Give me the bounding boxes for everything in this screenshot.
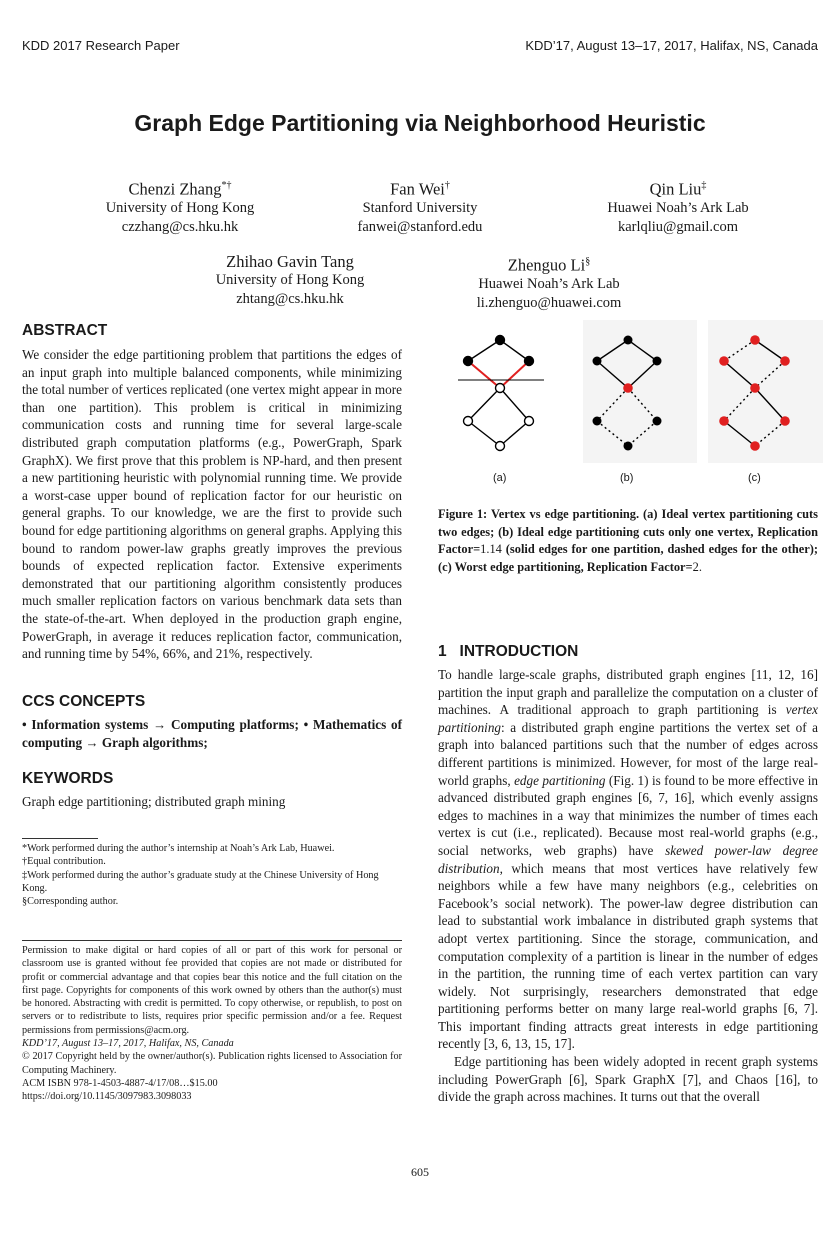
figure-caption [438, 506, 818, 576]
caption-part: (solid edges for one partition, dashed edges for the other); (c) Worst edge partitioning, Replication Factor= [438, 542, 818, 574]
author-name: Zhenguo Li [507, 255, 586, 275]
running-header-right: KDD’17, August 13–17, 2017, Halifax, NS, Canada [525, 38, 818, 53]
author-name: Qin Liu [649, 179, 702, 199]
footnote: §Corresponding author. [22, 896, 119, 908]
permission-text: Permission to make digital or hard copies of all or part of this work for personal or classroom use is granted without fee provided that copies are not made or distributed for profit or commercial advantage and that copies bear this notice and the full citation on the first page. Copyrights for components of this work owned by others than the author(s) must be honored. Abstracting with credit is permitted. To copy otherwise, or republish, to post on servers or to redistribute to lists, requires prior specific permission and/or a fee. Request permissions from permissions@acm.org. [22, 945, 402, 1036]
author-mark: † [444, 180, 450, 191]
emphasis: vertex partitioning [438, 702, 818, 735]
isbn-line: ACM ISBN 978-1-4503-4887-4/17/08…$15.00 [22, 1077, 218, 1089]
caption-end: . [698, 559, 702, 574]
abstract-heading: ABSTRACT [22, 322, 108, 339]
introduction-heading: 1 INTRODUCTION [438, 643, 579, 660]
text-run: (Fig. 1) is found to be more effective in advanced distributed graph engines [6, 7, 16], which evenly assigns edges to machines in a way that minimizes the number of times each vertex is cut (i.e., replicated). Because most real-world graphs (e.g., social networks, web graphs) have [438, 772, 818, 858]
introduction-body [438, 666, 818, 1106]
footnote: *Work performed during the author’s internship at Noah’s Ark Lab, Huawei. [22, 843, 335, 854]
permission-rule [22, 940, 402, 941]
author-block [170, 252, 410, 309]
running-header-left: KDD 2017 Research Paper [22, 38, 180, 53]
text-run: To handle large-scale graphs, distributed graph engines [11, 12, 16] partition the input graph and parallelize the computation on a cluster of machines. A traditional approach to graph partitioning is [438, 667, 818, 718]
author-block [300, 176, 540, 237]
emphasis: skewed power-law degree distribution [438, 842, 818, 876]
figure-label-b: (b) [620, 472, 634, 484]
author-email: zhtang@cs.hku.hk [236, 291, 344, 307]
permission-block [22, 944, 402, 1104]
caption-value: 2 [692, 559, 699, 574]
doi-line: https://doi.org/10.1145/3097983.3098033 [22, 1091, 192, 1103]
ccs-heading: CCS CONCEPTS [22, 693, 146, 710]
figure-1 [440, 318, 830, 468]
author-name: Zhihao Gavin Tang [226, 252, 354, 271]
figure-panel-b [583, 320, 697, 463]
author-email: li.zhenguo@huawei.com [476, 294, 622, 311]
author-affiliation: University of Hong Kong [105, 199, 255, 216]
author-affiliation: Huawei Noah’s Ark Lab [478, 275, 620, 292]
paper-title: Graph Edge Partitioning via Neighborhood Heuristic [134, 110, 706, 136]
text-run: , which means that most vertices have relatively few neighbors while a few have many neighbors (e.g., celebrities on Facebook’s social network). The power-law degree distribution can lead to substantial work imbalance in distributed graph systems that adopt vertex partitioning. Since the storage, communication, and computation complexity of a partition is linear in the number of edges in the partition, the running time of each vertex partition can vary widely. Not surprisingly, researchers demonstrated that edge partitioning performs better on many large real-world graphs [6, 7]. This important finding attracts great interests in edge partitioning recently [3, 6, 13, 15, 17]. [438, 860, 818, 1052]
page-number: 605 [411, 1165, 429, 1179]
footnote-rule [22, 838, 98, 839]
text-run: : a distributed graph engine partitions the vertex set of a graph into balanced partitions such that the number of edges across different partitions is minimized. However, for most of the large real-world graphs, [438, 719, 818, 788]
copyright-line: © 2017 Copyright held by the owner/author(s). Publication rights licensed to Association for Computing Machinery. [22, 1051, 402, 1076]
conference-line: KDD’17, August 13–17, 2017, Halifax, NS, Canada [22, 1038, 234, 1050]
author-email: czzhang@cs.hku.hk [121, 218, 239, 235]
footnote: ‡Work performed during the author’s graduate study at the Chinese University of Hong Kong. [22, 869, 379, 894]
figure-label-c: (c) [748, 472, 761, 484]
author-name: Chenzi Zhang [128, 179, 222, 199]
ccs-text: • Information systems → Computing platforms; • Mathematics of computing → Graph algorithms; [22, 717, 402, 750]
author-block [60, 176, 300, 237]
emphasis: edge partitioning [514, 772, 606, 788]
intro-paragraph: Edge partitioning has been widely adopted in recent graph systems including PowerGraph [6], Spark GraphX [7], and Chaos [16], to divide the graph across machines. It turns out that the overall [438, 1054, 818, 1105]
keywords-heading: KEYWORDS [22, 770, 114, 787]
figure-label-a: (a) [493, 472, 507, 484]
author-mark: *† [221, 180, 232, 191]
footnotes [22, 842, 402, 908]
caption-part: Figure 1: Vertex vs edge partitioning. (a) Ideal vertex partitioning cuts two edges; (b) Ideal edge partitioning cuts only one vertex, Replication Factor= [438, 507, 818, 557]
author-affiliation: Huawei Noah’s Ark Lab [607, 199, 749, 216]
caption-value: 1.14 [480, 542, 502, 557]
figure-panel-a [458, 336, 544, 451]
author-affiliation: Stanford University [362, 199, 478, 216]
author-block [429, 252, 669, 313]
author-email: karlqliu@gmail.com [617, 218, 739, 235]
author-mark: ‡ [701, 180, 707, 191]
author-mark: § [585, 256, 591, 267]
author-name: Fan Wei [390, 179, 445, 199]
footnote: †Equal contribution. [22, 856, 106, 868]
keywords-text: Graph edge partitioning; distributed graph mining [22, 794, 286, 809]
intro-paragraph [438, 666, 818, 1053]
author-block [558, 176, 798, 237]
author-email: fanwei@stanford.edu [357, 218, 483, 235]
figure-panel-c [708, 320, 823, 463]
author-affiliation: University of Hong Kong [215, 272, 365, 288]
abstract-text: We consider the edge partitioning problem that partitions the edges of an input graph into multiple balanced components, while minimizing the total number of vertices replicated (one vertex might appear in more than one partition). This problem is critical in minimizing communication costs and running time for several large-scale distributed graph computation platforms (e.g., PowerGraph, Spark GraphX). We first prove that this problem is NP-hard, and then present a new partitioning heuristic with polynomial running time. We provide a worst-case upper bound of replication factor for our heuristic on general graphs. To our knowledge, we are the first to provide such bound for edge partitioning algorithms on general graphs. Applying this bound to random power-law graphs greatly improves the previous bounds of expected replication factor. Extensive experiments demonstrated that our partitioning algorithm consistently produces much smaller replication factors on various benchmark data sets than the state-of-the-art. When deployed in the production graph engine, PowerGraph, in average it reduces replication factor, communication, and running time by 54%, 66%, and 21%, respectively. [22, 347, 402, 662]
